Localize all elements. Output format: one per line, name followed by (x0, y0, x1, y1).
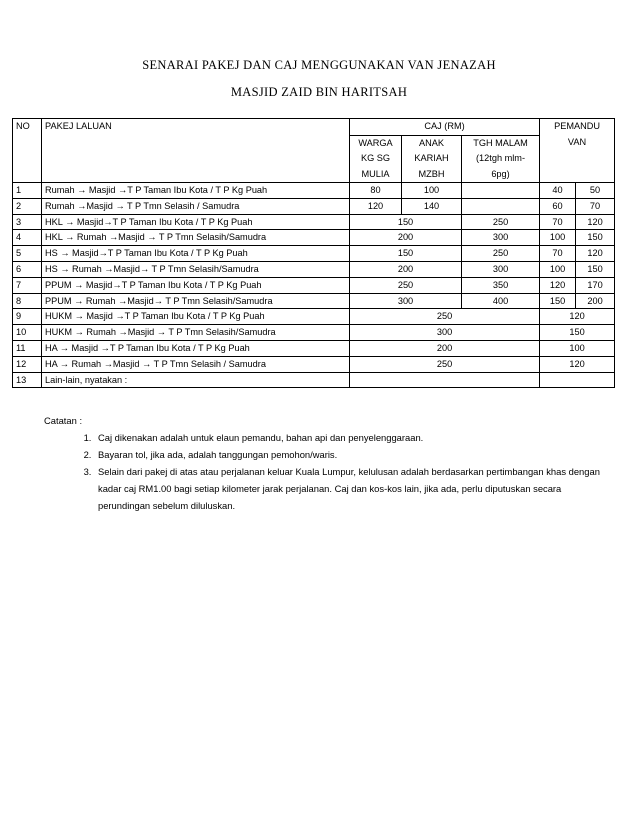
table-cell: 120 (540, 309, 615, 325)
table-cell: 70 (540, 246, 576, 262)
note-item: 1. Caj dikenakan adalah untuk elaun pemandu, bahan api dan penyelenggaraan. (94, 429, 604, 446)
header-warga-line2: KG SG (360, 153, 391, 163)
table-cell: 200 (350, 230, 462, 246)
document-title: SENARAI PAKEJ DAN CAJ MENGGUNAKAN VAN JENAZAH (142, 58, 496, 72)
table-cell: 6 (13, 261, 42, 277)
table-cell: 250 (350, 277, 462, 293)
table-cell: 100 (540, 230, 576, 246)
table-cell: Rumah →Masjid → T P Tmn Selasih / Samudra (42, 198, 350, 214)
notes-section (44, 412, 604, 514)
table-cell: 150 (576, 230, 615, 246)
table-cell: 2 (13, 198, 42, 214)
table-row (13, 356, 615, 372)
table-cell: 11 (13, 340, 42, 356)
header-van: VAN (567, 136, 587, 147)
table-cell: HS → Masjid→T P Taman Ibu Kota / T P Kg Puah (42, 246, 350, 262)
table-cell: 150 (540, 325, 615, 341)
table-cell: 4 (13, 230, 42, 246)
table-cell: 300 (350, 325, 540, 341)
document-subtitle: MASJID ZAID BIN HARITSAH (230, 85, 408, 99)
table-cell: 250 (350, 356, 540, 372)
header-pemandu: PEMANDU (554, 121, 601, 131)
table-cell: 120 (540, 277, 576, 293)
table-cell (350, 372, 540, 388)
table-row (13, 277, 615, 293)
table-cell: 200 (350, 340, 540, 356)
header-no: NO (13, 119, 42, 183)
table-cell: 5 (13, 246, 42, 262)
table-cell: 170 (576, 277, 615, 293)
table-cell: 100 (540, 340, 615, 356)
package-table (12, 118, 615, 388)
table-cell: 200 (576, 293, 615, 309)
table-row (13, 198, 615, 214)
note-item: 3. Selain dari pakej di atas atau perjalanan keluar Kuala Lumpur, kelulusan adalah berdasarkan pertimbangan khas dengan kadar caj RM1.00 bagi setiap kilometer jarak perjalanan. Caj dan kos-kos lain, jika ada, perlu diputuskan secara perundingan sebelum diluluskan. (94, 463, 604, 514)
table-cell: 10 (13, 325, 42, 341)
table-row (13, 261, 615, 277)
table-cell: 120 (540, 356, 615, 372)
table-cell: HUKM → Rumah →Masjid → T P Tmn Selasih/Samudra (42, 325, 350, 341)
table-cell: 300 (350, 293, 462, 309)
header-pemandu-van (540, 119, 615, 183)
table-cell: 1 (13, 183, 42, 199)
table-cell: HS → Rumah →Masjid→ T P Tmn Selasih/Samudra (42, 261, 350, 277)
table-cell: 60 (540, 198, 576, 214)
table-cell: 40 (540, 183, 576, 199)
header-warga-line1: WARGA (358, 137, 393, 148)
table-cell: Rumah → Masjid →T P Taman Ibu Kota / T P Kg Puah (42, 183, 350, 199)
table-cell: 150 (350, 246, 462, 262)
table-cell: 300 (462, 230, 540, 246)
table-row (13, 372, 615, 388)
table-cell: 140 (402, 198, 462, 214)
table-cell: 120 (576, 214, 615, 230)
header-tgh-malam (462, 135, 540, 183)
table-cell: 80 (350, 183, 402, 199)
table-cell: 250 (462, 246, 540, 262)
table-row (13, 325, 615, 341)
notes-heading: Catatan : (44, 415, 83, 426)
table-row (13, 214, 615, 230)
notes-list (44, 429, 604, 514)
table-cell: 13 (13, 372, 42, 388)
table-cell: 100 (402, 183, 462, 199)
header-tgh-line3: 6pg) (491, 168, 510, 179)
table-cell: 150 (540, 293, 576, 309)
table-cell: 70 (540, 214, 576, 230)
table-cell: PPUM → Rumah →Masjid→ T P Tmn Selasih/Samudra (42, 293, 350, 309)
table-header-row (13, 119, 615, 136)
table-row (13, 230, 615, 246)
header-anak-line3: MZBH (418, 168, 445, 179)
table-cell: HKL → Rumah →Masjid → T P Tmn Selasih/Samudra (42, 230, 350, 246)
table-cell: PPUM → Masjid→T P Taman Ibu Kota / T P Kg Puah (42, 277, 350, 293)
table-cell: HA → Rumah →Masjid → T P Tmn Selasih / Samudra (42, 356, 350, 372)
table-cell: 150 (350, 214, 462, 230)
table-cell (462, 198, 540, 214)
table-cell: 120 (576, 246, 615, 262)
table-row (13, 340, 615, 356)
table-cell: 400 (462, 293, 540, 309)
table-cell: 70 (576, 198, 615, 214)
note-item: 2. Bayaran tol, jika ada, adalah tanggungan pemohon/waris. (94, 446, 604, 463)
table-cell: 350 (462, 277, 540, 293)
table-row (13, 293, 615, 309)
table-cell (540, 372, 615, 388)
table-cell: Lain-lain, nyatakan : (42, 372, 350, 388)
table-cell: 7 (13, 277, 42, 293)
header-warga-line3: MULIA (361, 168, 390, 179)
table-cell: 50 (576, 183, 615, 199)
table-row (13, 309, 615, 325)
table-cell: 200 (350, 261, 462, 277)
table-cell: 120 (350, 198, 402, 214)
header-tgh-line2: (12tgh mlm- (476, 153, 526, 163)
table-cell: HUKM → Masjid →T P Taman Ibu Kota / T P Kg Puah (42, 309, 350, 325)
header-caj: CAJ (RM) (350, 119, 540, 136)
table-cell: 150 (576, 261, 615, 277)
table-cell: 8 (13, 293, 42, 309)
header-anak-kariah (402, 135, 462, 183)
header-tgh-line1: TGH MALAM (473, 137, 528, 148)
table-row (13, 246, 615, 262)
table-row (13, 183, 615, 199)
table-cell: 250 (462, 214, 540, 230)
header-warga (350, 135, 402, 183)
table-cell: 100 (540, 261, 576, 277)
table-cell: 250 (350, 309, 540, 325)
table-cell: 3 (13, 214, 42, 230)
header-pakej-laluan: PAKEJ LALUAN (42, 119, 350, 183)
table-cell: HA → Masjid →T P Taman Ibu Kota / T P Kg Puah (42, 340, 350, 356)
header-anak-line2: KARIAH (414, 153, 449, 163)
table-cell: 12 (13, 356, 42, 372)
table-cell: 9 (13, 309, 42, 325)
table-cell (462, 183, 540, 199)
table-cell: 300 (462, 261, 540, 277)
table-cell: HKL → Masjid→T P Taman Ibu Kota / T P Kg Puah (42, 214, 350, 230)
header-anak-line1: ANAK (418, 137, 445, 148)
